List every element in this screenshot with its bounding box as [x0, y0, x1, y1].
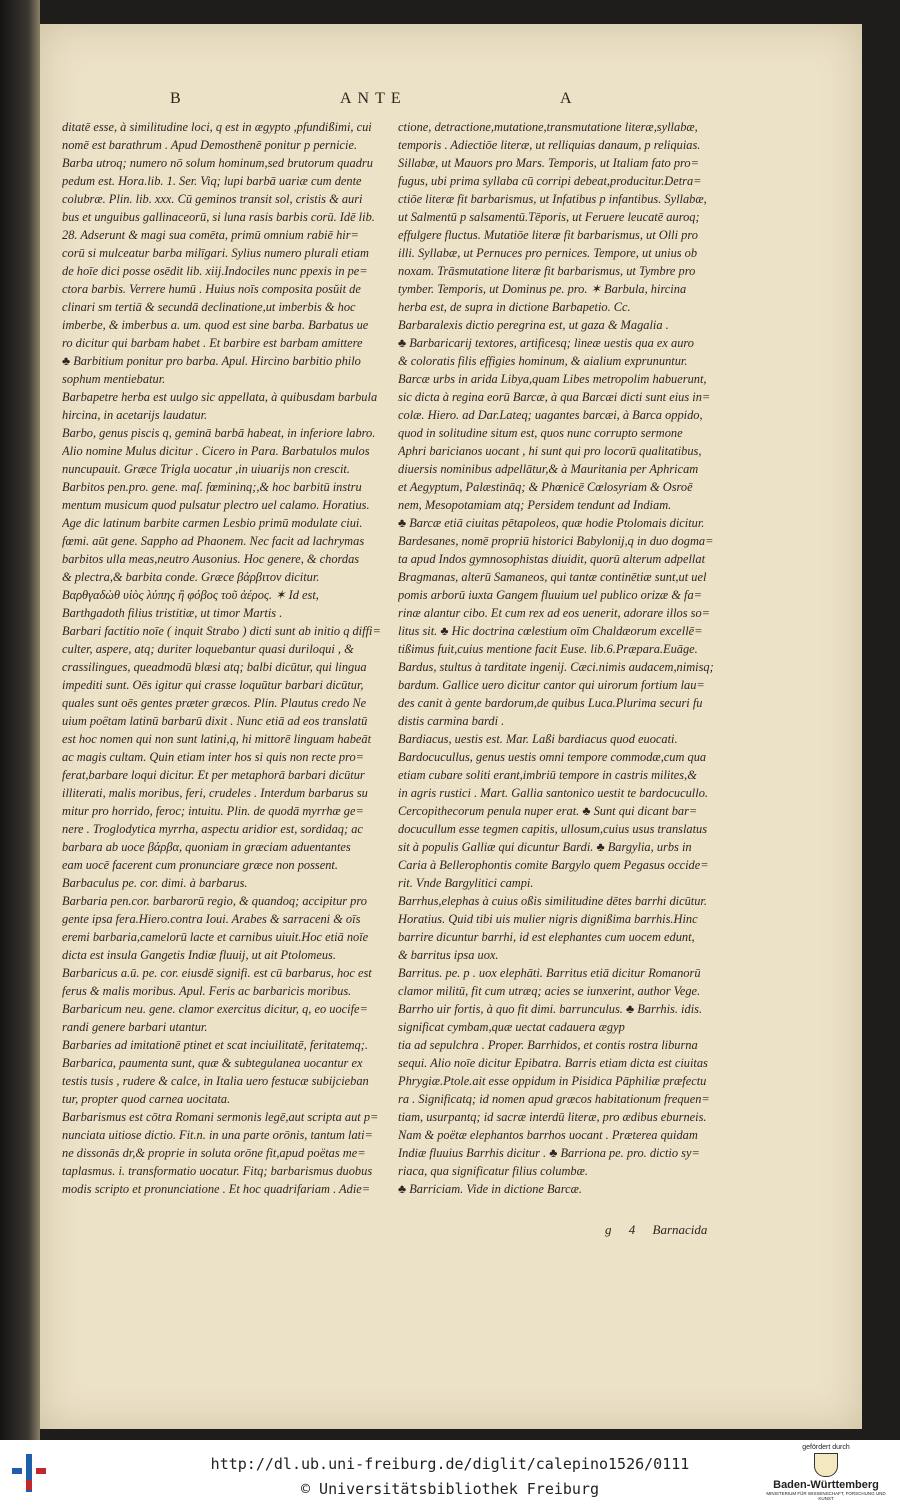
- text-line: riaca, qua significatur filius columbæ.: [398, 1164, 588, 1178]
- running-head-center: ANTE: [340, 90, 407, 107]
- text-line: Barthgadoth filius tristitiæ, ut timor Martis .: [62, 606, 283, 620]
- running-head-left: B: [170, 90, 187, 107]
- text-line: ro dicitur qui barbam habet . Et barbire est barbam amittere: [62, 336, 363, 350]
- text-line: ferus & malis moribus. Apul. Feris ac barbaricis moribus.: [62, 984, 352, 998]
- text-line: ♣ Barriciam. Vide in dictione Barcæ.: [398, 1182, 582, 1196]
- text-line: ut Salmentū p salsamentū.Tēporis, ut Feruere leucatē auroq;: [398, 210, 700, 224]
- text-line: pomis arborū iuxta Gangem fluuium uel publico orizæ & fa=: [398, 588, 703, 602]
- text-line: ne dissonās dr,& proprie in soluta orōne fit,apud poëtas me=: [62, 1146, 366, 1160]
- running-head: [170, 90, 590, 114]
- text-line: 28. Adserunt & magi sua comēta, primū omnium rabiē hir=: [62, 228, 359, 242]
- text-line: impediti sunt. Oēs igitur qui crasse loquūtur barbari dicūtur,: [62, 678, 364, 692]
- text-line: illi. Syllabæ, ut Pernuces pro pernices. Tempore, ut unius ob: [398, 246, 698, 260]
- text-line: randi genere barbari utantur.: [62, 1020, 208, 1034]
- text-line: Barrhus,elephas à cuius oßis similitudine dētes barrhi dicūtur.: [398, 894, 707, 908]
- text-line: Caria à Bellerophontis comite Bargylo quem Pegasus occide=: [398, 858, 709, 872]
- text-line: etiam cubare soliti erant,imbriū tempore in castris milites,&: [398, 768, 697, 782]
- text-line: uium poëtam latinū barbarū dixit . Nunc etiā ad eos translatū: [62, 714, 368, 728]
- sponsor-block: [766, 1444, 886, 1501]
- text-line: Barbaricus a.ū. pe. cor. eiusdē signifi. est cū barbarus, hoc est: [62, 966, 372, 980]
- text-line: litus sit. ♣ Hic doctrina cœlestium oīm Chaldæorum excellē=: [398, 624, 703, 638]
- text-line: Cercopithecorum penula nuper erat. ♣ Sunt qui dicant bar=: [398, 804, 698, 818]
- text-line: Aphri baricianos uocant , hi sunt qui pro locorū qualitatibus,: [398, 444, 702, 458]
- text-line: sequi. Alio noīe dicitur Epibatra. Barris etiam dicta est ciuitas: [398, 1056, 708, 1070]
- sponsor-name: Baden-Württemberg: [773, 1479, 879, 1491]
- text-line: docucullum esse tegmen capitis, ullosum,cuius usus translatus: [398, 822, 708, 836]
- text-line: & plectra,& barbita conde. Græce βάρβιτον dicitur.: [62, 570, 320, 584]
- text-line: diuersis nominibus adpellātur,& à Mauritania per Aphricam: [398, 462, 699, 476]
- text-line: Barbaralexis dictio peregrina est, ut gaza & Magalia .: [398, 318, 669, 332]
- text-line: tißimus fuit,cuius mentione facit Euse. lib.6.Præpara.Euāge.: [398, 642, 698, 656]
- text-line: ♣ Barbaricarij textores, artificesq; lineæ uestis qua ex auro: [398, 336, 694, 350]
- text-line: des canit à gente bardorum,de quibus Luca.Plurima securi fu: [398, 696, 703, 710]
- text-line: ♣ Barcæ etiā ciuitas pētapoleos, quæ hodie Ptolomais dicitur.: [398, 516, 705, 530]
- text-line: Horatius. Quid tibi uis mulier nigris dignißima barrhis.Hinc: [398, 912, 698, 926]
- text-line: ac magis cultam. Quin etiam inter hos si quis non recte pro=: [62, 750, 365, 764]
- text-line: Barba utroq; numero nō solum hominum,sed brutorum quadru: [62, 156, 373, 170]
- text-line: Barbarismus est cōtra Romani sermonis legē,aut scripta aut p=: [62, 1110, 379, 1124]
- permalink-url[interactable]: http://dl.ub.uni-freiburg.de/diglit/calepino1526/0111: [210, 1455, 690, 1473]
- text-line: est hoc nomen qui non sunt latini,q, hi mittorē linguam habeāt: [62, 732, 372, 746]
- text-line: & barritus ipsa uox.: [398, 948, 499, 962]
- text-line: Bardocucullus, genus uestis omni tempore commodæ,cum qua: [398, 750, 707, 764]
- text-line: effulgere fluctus. Mutatiōe literæ fit barbarismus, ut Olli pro: [398, 228, 698, 242]
- text-line: Alio nomine Mulus dicitur . Cicero in Para. Barbatulos mulos: [62, 444, 370, 458]
- text-line: sophum mentiebatur.: [62, 372, 166, 386]
- text-line: ta apud Indos gymnosophistas diuidit, quorū alterum adpellat: [398, 552, 706, 566]
- text-line: ctora barbis. Verrere humū . Huius noīs composita posŭit de: [62, 282, 361, 296]
- text-line: ctiōe literæ fit barbarismus, ut Infatibus p infantibus. Syllabæ,: [398, 192, 707, 206]
- text-line: Barbaria pen.cor. barbarorū regio, & quandoq; accipitur pro: [62, 894, 367, 908]
- book-gutter: [0, 0, 40, 1440]
- text-line: Barbitos pen.pro. gene. maſ. fœmininq;,& hoc barbitū instru: [62, 480, 362, 494]
- text-line: ra . Significatq; id nomen apud græcos habitationum frequen=: [398, 1092, 710, 1106]
- text-line: et Aegyptum, Palæstināq; & Phœnicē Cœlosyriam & Osroē: [398, 480, 693, 494]
- text-line: distis carmina bardi .: [398, 714, 505, 728]
- copyright-notice: © Universitätsbibliothek Freiburg: [300, 1480, 599, 1498]
- text-line: fugus, ubi prima syllaba cū corripi debeat,producitur.Detra=: [398, 174, 702, 188]
- text-line: noxam. Trāsmutatione literæ fit barbarismus, ut Tymbre pro: [398, 264, 696, 278]
- text-line: Barbo, genus piscis q, geminā barbā habeat, in inferiore labro.: [62, 426, 376, 440]
- text-line: Barritus. pe. p . uox elephāti. Barritus etiā dicitur Romanorū: [398, 966, 701, 980]
- text-line: Sillabæ, ut Mauors pro Mars. Temporis, ut Italiam fato pro=: [398, 156, 699, 170]
- text-line: colæ. Hiero. ad Dar.Lateq; uagantes barcæi, à Barca oppido,: [398, 408, 703, 422]
- text-line: Βαρθγαδὼθ υἱὸς λύπης ἢ φόβος τοῦ ἀέρος. ✶ Id est,: [62, 588, 319, 602]
- text-line: testis tusis , rudere & calce, in Italia uero festucæ subijcieban: [62, 1074, 369, 1088]
- text-line: Bardiacus, uestis est. Mar. Laßi bardiacus quod euocati.: [398, 732, 678, 746]
- text-line: colubræ. Plin. lib. xxx. Cū geminos transit sol, cristis & auri: [62, 192, 363, 206]
- text-line: significat cymbam,quæ uectat cadauera ægyp: [398, 1020, 625, 1034]
- right-text-column: [398, 118, 733, 1198]
- text-line: sit à populis Galliæ qui dicuntur Bardi. ♣ Bargylia, urbs in: [398, 840, 692, 854]
- text-line: imberbe, & imberbus a. um. quod est sine barba. Barbatus ue: [62, 318, 369, 332]
- text-line: hircina, in acetarijs laudatur.: [62, 408, 208, 422]
- text-line: Barcæ urbs in arida Libya,quam Libes metropolim habuerunt,: [398, 372, 707, 386]
- text-line: corū si mulceatur barba milīgari. Sylius numero plurali etiam: [62, 246, 369, 260]
- state-crest-icon: [814, 1453, 838, 1477]
- signature-mark: g: [605, 1222, 612, 1237]
- text-line: Age dic latinum barbite carmen Lesbio primū modulate ciui.: [62, 516, 363, 530]
- text-line: Barbaries ad imitationē ptinet et scat inciuilitatē, feritatemq;.: [62, 1038, 368, 1052]
- text-line: tiam, usurpantq; id sacræ interdū literæ, pro ædibus eburneis.: [398, 1110, 707, 1124]
- sponsor-label: gefördert durch: [802, 1444, 850, 1451]
- text-line: Phrygiæ.Ptole.ait esse oppidum in Pisidica Pāphiliæ præfectu: [398, 1074, 707, 1088]
- text-line: modis scripto et pronunciatione . Et hoc quadrifariam . Adie=: [62, 1182, 371, 1196]
- text-line: quod in solitudine situm est, quos nunc corrupto sermone: [398, 426, 683, 440]
- text-line: ferat,barbare loqui dicitur. Et per metaphorā barbari dicūtur: [62, 768, 365, 782]
- text-line: nunciata uitiose dictio. Fit.n. in una parte orōnis, tantum lati=: [62, 1128, 373, 1142]
- text-line: taplasmus. i. transformatio uocatur. Fitq; barbarismus duobus: [62, 1164, 373, 1178]
- text-line: illiterati, malis moribus, feri, crudeles . Interdum barbarus su: [62, 786, 368, 800]
- text-line: nuncupauit. Græce Trigla uocatur ,in uiuarijs non crescit.: [62, 462, 350, 476]
- text-line: mentum musicum quod pulsatur plectro uel calamo. Horatius.: [62, 498, 370, 512]
- text-line: eremi barbaria,camelorū lacte et carnibus uiuit.Hoc etiā noīe: [62, 930, 369, 944]
- text-line: Barbaricum neu. gene. clamor exercitus dicitur, q, eo uocife=: [62, 1002, 368, 1016]
- text-line: tur, propter quod carnea uocitata.: [62, 1092, 231, 1106]
- left-text-column: [62, 118, 387, 1198]
- text-line: nem, Mesopotamiam atq; Persidem tendunt ad Indiam.: [398, 498, 672, 512]
- text-line: Bardus, stultus à tarditate ingenij. Cæci.nimis audacem,nimisq;: [398, 660, 714, 674]
- text-line: Barbarica, paumenta sunt, quæ & subtegulanea uocantur ex: [62, 1056, 363, 1070]
- text-line: fœmi. aūt gene. Sappho ad Phaonem. Nec facit ad lachrymas: [62, 534, 365, 548]
- text-line: herba est, de supra in dictione Barbapetio. Cc.: [398, 300, 631, 314]
- text-line: mitur pro horrido, feroc; intuitu. Plin. de quodā myrrhæ ge=: [62, 804, 364, 818]
- text-line: pedum est. Hora.lib. 1. Ser. Viq; lupi barbā uariæ cum dente: [62, 174, 362, 188]
- text-line: dicta est insula Gangetis Indiæ fluuij, ut ait Ptolomeus.: [62, 948, 336, 962]
- text-line: culter, aspere, atq; duriter loquebantur quasi duriloqui , &: [62, 642, 354, 656]
- text-line: barrire dicuntur barrhi, id est elephantes cum uocem edunt,: [398, 930, 695, 944]
- text-line: eam uocē facerent cum pronunciare græce non possent.: [62, 858, 338, 872]
- text-line: in agris rustici . Mart. Gallia santonico uestit te bardocucullo.: [398, 786, 708, 800]
- signature-number: 4: [628, 1222, 636, 1237]
- text-line: rinæ alantur cibo. Et cum rex ad eos uenerit, adorare illos so=: [398, 606, 711, 620]
- text-line: Bragmanas, alterū Samaneos, qui tantæ continētiæ sunt,ut uel: [398, 570, 707, 584]
- text-line: crassilingues, queadmodū blæsi atq; balbi dicūtur, qui lingua: [62, 660, 367, 674]
- text-line: ditatē esse, à similitudine loci, q est in ægypto ,pfundißimi, cui: [62, 120, 372, 134]
- text-line: Barbari factitio noīe ( inquit Strabo ) dicti sunt ab initio q diffi=: [62, 624, 381, 638]
- text-line: Barrho uir fortis, à quo fit dimi. barrunculus. ♣ Barrhis. idis.: [398, 1002, 703, 1016]
- text-line: tymber. Temporis, ut Dominus pe. pro. ✶ Barbula, hircina: [398, 282, 687, 296]
- text-line: gente ipsa fera.Hiero.contra Ioui. Arabes & sarraceni & oīs: [62, 912, 361, 926]
- text-line: rit. Vnde Bargylitici campi.: [398, 876, 534, 890]
- text-line: tia ad sepulchra . Proper. Barrhidos, et contis rostra liburna: [398, 1038, 698, 1052]
- text-line: Barbaculus pe. cor. dimi. à barbarus.: [62, 876, 248, 890]
- running-head-right: A: [560, 90, 578, 107]
- viewer-footer: [0, 1440, 900, 1505]
- text-line: bus et unguibus gallinaceorū, si luna rasis barbis corū. Idē lib.: [62, 210, 375, 224]
- text-line: clinari sm tertiā & secundā declinatione,ut imberbis & hoc: [62, 300, 356, 314]
- text-line: Nam & poëtæ elephantos barrhos uocant . Præterea quidam: [398, 1128, 698, 1142]
- text-line: Bardesanes, nomē propriū historici Babylonij,q in duo dogma=: [398, 534, 714, 548]
- text-line: temporis . Adiectiōe literæ, ut relliquias danaum, p reliquias.: [398, 138, 701, 152]
- text-line: barbara ab uoce βάρβα, quoniam in græciam aduentantes: [62, 840, 351, 854]
- text-line: nomē est barathrum . Apud Demosthenē ponitur p pernicie.: [62, 138, 358, 152]
- text-line: barbitos ulla meas,neutro Ausonius. Hoc genere, & chordas: [62, 552, 360, 566]
- text-line: quales sunt oēs gentes præter græcos. Plin. Plautus credo Ne: [62, 696, 367, 710]
- text-line: bardum. Gallice uero dicitur cantor qui uirorum fortium lau=: [398, 678, 705, 692]
- sponsor-ministry: MINISTERIUM FÜR WISSENSCHAFT, FORSCHUNG UND KUNST: [766, 1491, 886, 1501]
- text-line: nere . Troglodytica myrrha, aspectu aridior est, sordidaq; ac: [62, 822, 363, 836]
- text-line: Barbapetre herba est uulgo sic appellata, à quibusdam barbula: [62, 390, 378, 404]
- text-line: ctione, detractione,mutatione,transmutatione literæ,syllabæ,: [398, 120, 698, 134]
- text-line: ♣ Barbitium ponitur pro barba. Apul. Hircino barbitio philo: [62, 354, 361, 368]
- text-line: clamor militū, fit cum utræq; acies se iunxerint, author Vege.: [398, 984, 701, 998]
- text-line: & coloratis filis effigies hominum, & aialium exprununtur.: [398, 354, 688, 368]
- catchword-line: [605, 1222, 721, 1238]
- text-line: de hoīe dici posse osēdit lib. xiij.Indociles nunc ppexis in pe=: [62, 264, 368, 278]
- catchword: Barnacida: [652, 1222, 708, 1237]
- text-line: Indiæ fluuius Barrhis dicitur . ♣ Barriona pe. pro. dictio sy=: [398, 1146, 700, 1160]
- text-line: sic dicta à regina eorū Barcæ, à qua Barcæi dicti sunt eius in=: [398, 390, 711, 404]
